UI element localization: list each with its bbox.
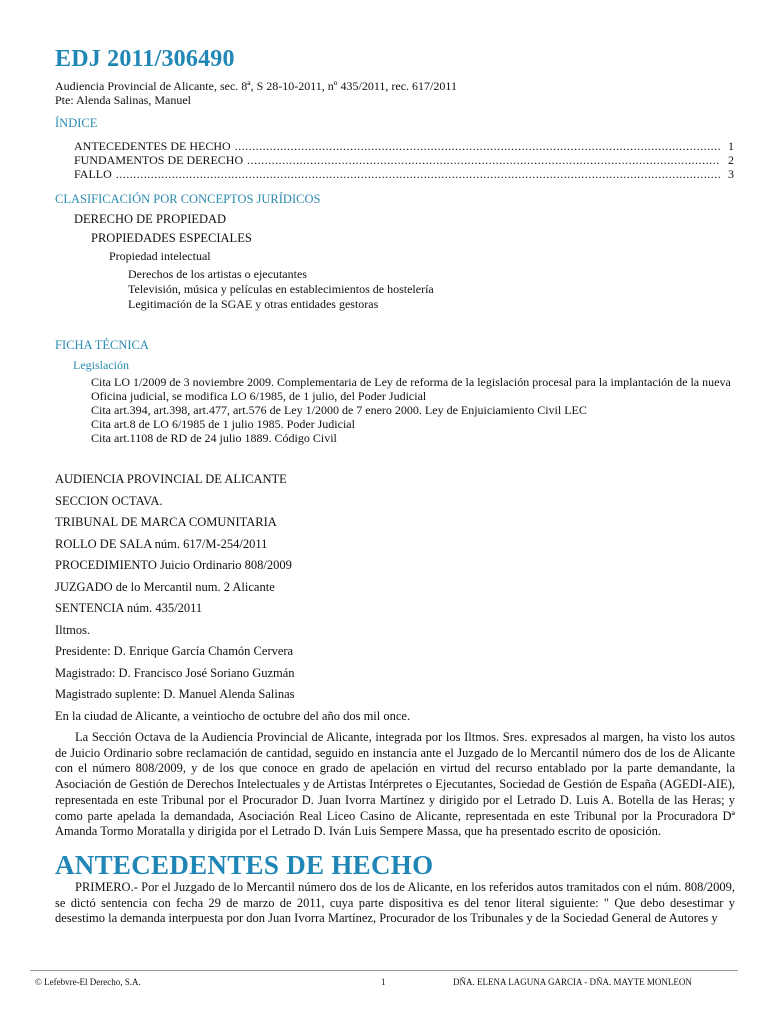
footer-page-number: 1 xyxy=(381,977,386,987)
header-line: Magistrado suplente: D. Manuel Alenda Salinas xyxy=(55,687,295,701)
document-citation: Audiencia Provincial de Alicante, sec. 8ª, S 28-10-2011, nº 435/2011, rec. 617/2011 xyxy=(55,79,457,93)
header-line: ROLLO DE SALA núm. 617/M-254/2011 xyxy=(55,537,268,551)
toc-item-fallo[interactable] xyxy=(74,167,734,181)
header-line: Presidente: D. Enrique García Chamón Cervera xyxy=(55,644,294,658)
toc-leader xyxy=(116,167,720,181)
header-line: SENTENCIA núm. 435/2011 xyxy=(55,601,203,615)
footer-authors: DÑA. ELENA LAGUNA GARCIA - DÑA. MAYTE MONLEON xyxy=(453,977,692,987)
header-line: PROCEDIMIENTO Juicio Ordinario 808/2009 xyxy=(55,558,292,572)
header-line: JUZGADO de lo Mercantil num. 2 Alicante xyxy=(55,580,275,594)
header-line: AUDIENCIA PROVINCIAL DE ALICANTE xyxy=(55,472,287,486)
classification-label: CLASIFICACIÓN POR CONCEPTOS JURÍDICOS xyxy=(55,192,321,206)
toc-item-title: ANTECEDENTES DE HECHO xyxy=(74,139,231,153)
toc-leader xyxy=(247,153,720,167)
toc-item-title: FUNDAMENTOS DE DERECHO xyxy=(74,153,244,167)
header-line: SECCION OCTAVA. xyxy=(55,494,163,508)
index-label: ÍNDICE xyxy=(55,116,98,130)
footer-divider xyxy=(30,970,738,971)
toc-item-page: 3 xyxy=(728,167,734,181)
section-paragraph: PRIMERO.- Por el Juzgado de lo Mercantil número dos de los de Alicante, en los referidos autos tramitados con el núm. 808/2009, se dictó sentencia con fecha 29 de marzo de 2011, cuya parte dispositiva es del tenor literal siguiente: " Que debo desestimar y desestimo la demanda interpuesta por don Juan Ivorra Martínez, Procurador de los Tribunales y de la Sociedad General de Autores y xyxy=(55,880,735,926)
header-line: En la ciudad de Alicante, a veintiocho de octubre del año dos mil once. xyxy=(55,709,411,723)
legislation-item[interactable]: Cita LO 1/2009 de 3 noviembre 2009. Complementaria de Ley de reforma de la legislación procesal para la implantación de la nueva Oficina judicial, se modifica LO 6/1985, de 1 julio, del Poder Judicial xyxy=(91,375,731,403)
classification-level-1: DERECHO DE PROPIEDAD xyxy=(74,212,227,226)
legislation-list xyxy=(75,375,740,445)
intro-paragraph: La Sección Octava de la Audiencia Provincial de Alicante, integrada por los Iltmos. Sres. expresados al margen, ha visto los autos de Juicio Ordinario sobre reclamación de cantidad, seguido en instancia ante el Juzgado de lo Mercantil número dos de los de Alicante con el número 808/2009, y de los que conoce en grado de apelación en virtud del recurso entablado por la parte demandante, la Asociación de Gestión de Derechos Intelectuales y de Artistas Intérpretes o Ejecutantes, Sociedad de Gestión de España (AGEDI-AIE), representada en este Tribunal por el Procurador D. Juan Ivorra Martínez y dirigido por el Letrado D. Luis A. Botella de las Heras; y como parte apelada la demandada, Asociación Real Liceo Casino de Alicante, representada en este Tribunal por la Procuradora Dª Amanda Tormo Moratalla y dirigida por el Letrado D. Iván Luis Sempere Massa, que ha presentado escrito de oposición. xyxy=(55,730,735,839)
classification-item: Derechos de los artistas o ejecutantes xyxy=(128,267,307,281)
toc-item-page: 1 xyxy=(728,139,734,153)
classification-item: Televisión, música y películas en establecimientos de hostelería xyxy=(128,282,434,296)
classification-item: Legitimación de la SGAE y otras entidades gestoras xyxy=(128,297,379,311)
classification-level-3: Propiedad intelectual xyxy=(109,249,211,263)
header-line: Magistrado: D. Francisco José Soriano Guzmán xyxy=(55,666,295,680)
toc-leader xyxy=(235,139,720,153)
header-line: TRIBUNAL DE MARCA COMUNITARIA xyxy=(55,515,277,529)
legislation-item[interactable]: Cita art.394, art.398, art.477, art.576 de Ley 1/2000 de 7 enero 2000. Ley de Enjuiciamiento Civil LEC xyxy=(91,403,587,417)
toc-item-antecedentes[interactable] xyxy=(74,139,734,153)
footer-copyright: © Lefebvre-El Derecho, S.A. xyxy=(35,977,141,987)
header-line: Iltmos. xyxy=(55,623,91,637)
section-heading: ANTECEDENTES DE HECHO xyxy=(55,850,434,880)
legislation-label: Legislación xyxy=(73,358,129,372)
toc-item-fundamentos[interactable] xyxy=(74,153,734,167)
classification-level-2: PROPIEDADES ESPECIALES xyxy=(91,231,252,245)
ficha-label: FICHA TÉCNICA xyxy=(55,338,149,352)
legislation-item[interactable]: Cita art.1108 de RD de 24 julio 1889. Código Civil xyxy=(91,431,337,445)
toc-item-title: FALLO xyxy=(74,167,112,181)
toc-item-page: 2 xyxy=(728,153,734,167)
document-title: EDJ 2011/306490 xyxy=(55,46,235,72)
document-ponente: Pte: Alenda Salinas, Manuel xyxy=(55,93,191,107)
legislation-item[interactable]: Cita art.8 de LO 6/1985 de 1 julio 1985. Poder Judicial xyxy=(91,417,355,431)
